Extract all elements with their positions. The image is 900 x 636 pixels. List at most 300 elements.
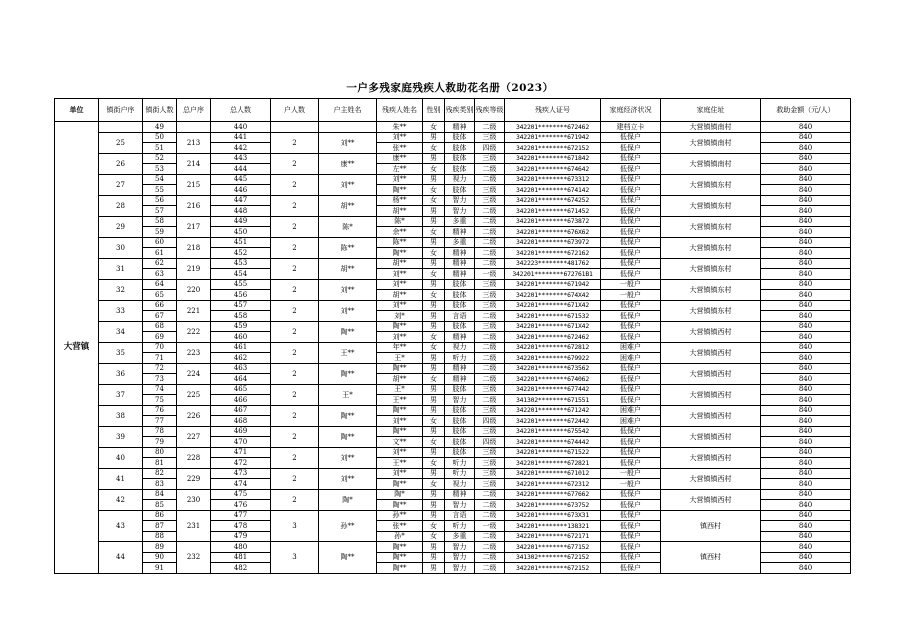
amount-cell: 840 <box>761 122 851 133</box>
economic-status-cell: 困难户 <box>601 416 661 427</box>
name-cell: 王* <box>377 353 423 364</box>
disability-type-cell: 精神 <box>445 363 475 374</box>
amount-cell: 840 <box>761 132 851 143</box>
disability-type-cell: 肢体 <box>445 153 475 164</box>
address-cell: 镇西村 <box>661 542 761 574</box>
id-number-cell: 342201********677442 <box>505 384 601 395</box>
disability-type-cell: 智力 <box>445 195 475 206</box>
disability-type-cell: 精神 <box>445 248 475 259</box>
disability-type-cell: 肢体 <box>445 300 475 311</box>
disability-grade-cell: 三级 <box>475 300 505 311</box>
name-cell: 张** <box>377 143 423 154</box>
economic-status-cell: 低保户 <box>601 164 661 175</box>
name-cell: 陶** <box>377 563 423 574</box>
economic-status-cell: 低保户 <box>601 206 661 217</box>
id-number-cell: 341302********671551 <box>505 395 601 406</box>
economic-status-cell: 低保户 <box>601 332 661 343</box>
total-person-cell: 440 <box>211 122 271 133</box>
economic-status-cell: 低保户 <box>601 437 661 448</box>
person-seq-cell: 57 <box>143 206 177 217</box>
household-seq-cell: 28 <box>99 195 143 216</box>
economic-status-cell: 低保户 <box>601 269 661 280</box>
address-cell: 大营镇镇东村 <box>661 237 761 258</box>
total-person-cell: 471 <box>211 447 271 458</box>
head-name-cell: 刘** <box>319 447 377 468</box>
id-number-cell: 342201********672462 <box>505 122 601 133</box>
name-cell: 刘* <box>377 311 423 322</box>
disability-type-cell: 智力 <box>445 206 475 217</box>
table-row <box>55 122 851 133</box>
amount-cell: 840 <box>761 206 851 217</box>
disability-type-cell: 视力 <box>445 479 475 490</box>
total-person-cell: 466 <box>211 395 271 406</box>
total-person-cell: 477 <box>211 510 271 521</box>
disability-grade-cell: 二级 <box>475 332 505 343</box>
table-row <box>55 468 851 479</box>
person-seq-cell: 70 <box>143 342 177 353</box>
person-seq-cell: 55 <box>143 185 177 196</box>
disability-type-cell: 精神 <box>445 258 475 269</box>
total-person-cell: 459 <box>211 321 271 332</box>
id-number-cell: 342201********677152 <box>505 542 601 553</box>
name-cell: 陶** <box>377 321 423 332</box>
sex-cell: 女 <box>423 458 445 469</box>
sex-cell: 男 <box>423 468 445 479</box>
person-seq-cell: 73 <box>143 374 177 385</box>
person-seq-cell: 54 <box>143 174 177 185</box>
household-size-cell: 2 <box>271 300 319 321</box>
sex-cell: 男 <box>423 321 445 332</box>
amount-cell: 840 <box>761 563 851 574</box>
total-household-cell: 214 <box>177 153 211 174</box>
household-size-cell <box>271 122 319 133</box>
household-seq-cell: 42 <box>99 489 143 510</box>
amount-cell: 840 <box>761 437 851 448</box>
household-size-cell: 2 <box>271 342 319 363</box>
household-size-cell: 2 <box>271 447 319 468</box>
total-household-cell <box>177 122 211 133</box>
id-number-cell: 342201********676X62 <box>505 227 601 238</box>
household-seq-cell: 34 <box>99 321 143 342</box>
total-person-cell: 463 <box>211 363 271 374</box>
disability-grade-cell: 二级 <box>475 311 505 322</box>
household-size-cell: 2 <box>271 489 319 510</box>
total-person-cell: 476 <box>211 500 271 511</box>
table-row <box>55 195 851 206</box>
amount-cell: 840 <box>761 269 851 280</box>
head-name-cell: 陶** <box>319 405 377 426</box>
sex-cell: 女 <box>423 143 445 154</box>
household-size-cell: 2 <box>271 426 319 447</box>
name-cell: 胡** <box>377 206 423 217</box>
disability-grade-cell: 三级 <box>475 405 505 416</box>
household-seq-cell: 30 <box>99 237 143 258</box>
address-cell: 大营镇镇西村 <box>661 426 761 447</box>
disability-grade-cell: 二级 <box>475 552 505 563</box>
sex-cell: 男 <box>423 353 445 364</box>
head-name-cell: 陶* <box>319 489 377 510</box>
total-person-cell: 452 <box>211 248 271 259</box>
id-number-cell: 342201********672761B1 <box>505 269 601 280</box>
id-number-cell: 342201********674X42 <box>505 290 601 301</box>
address-cell: 大营镇镇西村 <box>661 405 761 426</box>
table-row <box>55 300 851 311</box>
table-row <box>55 510 851 521</box>
amount-cell: 840 <box>761 374 851 385</box>
disability-grade-cell: 一级 <box>475 521 505 532</box>
economic-status-cell: 困难户 <box>601 405 661 416</box>
name-cell: 王* <box>377 384 423 395</box>
household-size-cell: 2 <box>271 279 319 300</box>
disability-type-cell: 肢体 <box>445 143 475 154</box>
economic-status-cell: 一般户 <box>601 290 661 301</box>
total-household-cell: 229 <box>177 468 211 489</box>
economic-status-cell: 低保户 <box>601 374 661 385</box>
disability-grade-cell: 二级 <box>475 563 505 574</box>
amount-cell: 840 <box>761 426 851 437</box>
household-seq-cell: 32 <box>99 279 143 300</box>
id-number-cell: 342201********673972 <box>505 237 601 248</box>
disability-grade-cell: 二级 <box>475 500 505 511</box>
name-cell: 陶** <box>377 552 423 563</box>
table-row <box>55 321 851 332</box>
sex-cell: 女 <box>423 227 445 238</box>
id-number-cell: 342201********672152 <box>505 563 601 574</box>
total-person-cell: 481 <box>211 552 271 563</box>
sex-cell: 男 <box>423 363 445 374</box>
unit-cell: 大营镇 <box>55 122 99 574</box>
sex-cell: 女 <box>423 290 445 301</box>
household-seq-cell: 25 <box>99 132 143 153</box>
column-header: 残疾人证号 <box>505 99 601 122</box>
disability-grade-cell: 二级 <box>475 237 505 248</box>
total-person-cell: 446 <box>211 185 271 196</box>
total-person-cell: 455 <box>211 279 271 290</box>
sex-cell: 男 <box>423 174 445 185</box>
sex-cell: 女 <box>423 479 445 490</box>
name-cell: 年** <box>377 342 423 353</box>
table-row <box>55 279 851 290</box>
head-name-cell: 陈** <box>319 237 377 258</box>
total-person-cell: 470 <box>211 437 271 448</box>
economic-status-cell: 低保户 <box>601 311 661 322</box>
id-number-cell: 342201********672812 <box>505 342 601 353</box>
sex-cell: 男 <box>423 153 445 164</box>
person-seq-cell: 62 <box>143 258 177 269</box>
id-number-cell: 342201********672171 <box>505 531 601 542</box>
id-number-cell: 342201********671942 <box>505 279 601 290</box>
disability-type-cell: 肢体 <box>445 405 475 416</box>
household-seq-cell: 44 <box>99 542 143 574</box>
column-header: 性别 <box>423 99 445 122</box>
table-row <box>55 132 851 143</box>
id-number-cell: 342201********671532 <box>505 311 601 322</box>
table-row <box>55 405 851 416</box>
disability-grade-cell: 二级 <box>475 122 505 133</box>
disability-grade-cell: 二级 <box>475 248 505 259</box>
head-name-cell: 陶** <box>319 321 377 342</box>
name-cell: 胡** <box>377 374 423 385</box>
table-row <box>55 447 851 458</box>
economic-status-cell: 一般户 <box>601 468 661 479</box>
person-seq-cell: 67 <box>143 311 177 322</box>
id-number-cell: 342201********673872 <box>505 216 601 227</box>
amount-cell: 840 <box>761 290 851 301</box>
id-number-cell: 342201********672312 <box>505 479 601 490</box>
total-person-cell: 474 <box>211 479 271 490</box>
sex-cell: 男 <box>423 384 445 395</box>
total-person-cell: 461 <box>211 342 271 353</box>
address-cell: 大营镇镇东村 <box>661 195 761 216</box>
name-cell: 胡** <box>377 258 423 269</box>
name-cell: 刘** <box>377 174 423 185</box>
id-number-cell: 342201********674642 <box>505 164 601 175</box>
id-number-cell: 342201********672442 <box>505 416 601 427</box>
total-household-cell: 215 <box>177 174 211 195</box>
person-seq-cell: 56 <box>143 195 177 206</box>
total-person-cell: 473 <box>211 468 271 479</box>
disability-grade-cell: 二级 <box>475 510 505 521</box>
economic-status-cell: 低保户 <box>601 258 661 269</box>
address-cell: 大营镇镇南村 <box>661 153 761 174</box>
id-number-cell: 342201********671452 <box>505 206 601 217</box>
id-number-cell: 342201********671242 <box>505 405 601 416</box>
disability-grade-cell: 三级 <box>475 479 505 490</box>
name-cell: 刘** <box>377 269 423 280</box>
header-row <box>55 99 851 122</box>
household-seq-cell: 33 <box>99 300 143 321</box>
total-household-cell: 219 <box>177 258 211 279</box>
economic-status-cell: 低保户 <box>601 384 661 395</box>
name-cell: 陶* <box>377 489 423 500</box>
household-size-cell: 3 <box>271 510 319 542</box>
economic-status-cell: 困难户 <box>601 342 661 353</box>
total-person-cell: 456 <box>211 290 271 301</box>
household-seq-cell <box>99 122 143 133</box>
person-seq-cell: 80 <box>143 447 177 458</box>
name-cell: 陈** <box>377 237 423 248</box>
person-seq-cell: 71 <box>143 353 177 364</box>
total-person-cell: 448 <box>211 206 271 217</box>
person-seq-cell: 82 <box>143 468 177 479</box>
total-person-cell: 478 <box>211 521 271 532</box>
disability-type-cell: 智力 <box>445 552 475 563</box>
address-cell: 大营镇镇南村 <box>661 122 761 133</box>
person-seq-cell: 58 <box>143 216 177 227</box>
economic-status-cell: 低保户 <box>601 395 661 406</box>
disability-type-cell: 听力 <box>445 353 475 364</box>
person-seq-cell: 88 <box>143 531 177 542</box>
amount-cell: 840 <box>761 195 851 206</box>
person-seq-cell: 65 <box>143 290 177 301</box>
economic-status-cell: 低保户 <box>601 216 661 227</box>
economic-status-cell: 低保户 <box>601 447 661 458</box>
person-seq-cell: 61 <box>143 248 177 259</box>
name-cell: 陶** <box>377 500 423 511</box>
amount-cell: 840 <box>761 542 851 553</box>
name-cell: 陶** <box>377 185 423 196</box>
total-person-cell: 479 <box>211 531 271 542</box>
household-seq-cell: 36 <box>99 363 143 384</box>
sex-cell: 男 <box>423 563 445 574</box>
column-header: 户人数 <box>271 99 319 122</box>
disability-grade-cell: 一级 <box>475 269 505 280</box>
column-header: 家庭经济状况 <box>601 99 661 122</box>
disability-type-cell: 肢体 <box>445 384 475 395</box>
id-number-cell: 342201********677662 <box>505 489 601 500</box>
disability-grade-cell: 三级 <box>475 132 505 143</box>
household-size-cell: 2 <box>271 321 319 342</box>
head-name-cell: 陶** <box>319 542 377 574</box>
disability-grade-cell: 二级 <box>475 216 505 227</box>
id-number-cell: 342201********673752 <box>505 500 601 511</box>
address-cell: 大营镇镇西村 <box>661 468 761 489</box>
page-title: 一户多残家庭残疾人救助花名册（2023） <box>346 82 554 94</box>
amount-cell: 840 <box>761 174 851 185</box>
amount-cell: 840 <box>761 164 851 175</box>
name-cell: 刘** <box>377 416 423 427</box>
amount-cell: 840 <box>761 447 851 458</box>
person-seq-cell: 89 <box>143 542 177 553</box>
disability-type-cell: 精神 <box>445 489 475 500</box>
address-cell: 大营镇镇东村 <box>661 216 761 237</box>
total-person-cell: 443 <box>211 153 271 164</box>
disability-grade-cell: 三级 <box>475 384 505 395</box>
sex-cell: 男 <box>423 206 445 217</box>
head-name-cell: 刘** <box>319 468 377 489</box>
household-seq-cell: 31 <box>99 258 143 279</box>
name-cell: 余** <box>377 227 423 238</box>
disability-grade-cell: 三级 <box>475 468 505 479</box>
disability-type-cell: 肢体 <box>445 437 475 448</box>
person-seq-cell: 78 <box>143 426 177 437</box>
disability-type-cell: 精神 <box>445 122 475 133</box>
disability-type-cell: 精神 <box>445 374 475 385</box>
total-person-cell: 442 <box>211 143 271 154</box>
sex-cell: 女 <box>423 185 445 196</box>
id-number-cell: 342201********671842 <box>505 153 601 164</box>
economic-status-cell: 低保户 <box>601 185 661 196</box>
table-row <box>55 489 851 500</box>
head-name-cell: 陶** <box>319 426 377 447</box>
economic-status-cell: 低保户 <box>601 153 661 164</box>
amount-cell: 840 <box>761 332 851 343</box>
disability-grade-cell: 三级 <box>475 290 505 301</box>
household-seq-cell: 35 <box>99 342 143 363</box>
disability-type-cell: 言语 <box>445 510 475 521</box>
sex-cell: 男 <box>423 395 445 406</box>
sex-cell: 男 <box>423 542 445 553</box>
column-header: 家庭住址 <box>661 99 761 122</box>
roster-table <box>54 98 851 574</box>
total-household-cell: 228 <box>177 447 211 468</box>
table-row <box>55 342 851 353</box>
name-cell: 孙** <box>377 510 423 521</box>
id-number-cell: 342201********671X42 <box>505 300 601 311</box>
address-cell: 大营镇镇西村 <box>661 384 761 405</box>
disability-type-cell: 言语 <box>445 311 475 322</box>
address-cell: 大营镇镇东村 <box>661 279 761 300</box>
amount-cell: 840 <box>761 552 851 563</box>
total-household-cell: 232 <box>177 542 211 574</box>
person-seq-cell: 52 <box>143 153 177 164</box>
column-header: 镇街户序 <box>99 99 143 122</box>
person-seq-cell: 87 <box>143 521 177 532</box>
household-size-cell: 2 <box>271 174 319 195</box>
disability-grade-cell: 二级 <box>475 164 505 175</box>
household-size-cell: 2 <box>271 405 319 426</box>
disability-type-cell: 精神 <box>445 227 475 238</box>
sex-cell: 男 <box>423 500 445 511</box>
person-seq-cell: 86 <box>143 510 177 521</box>
amount-cell: 840 <box>761 458 851 469</box>
disability-type-cell: 多重 <box>445 531 475 542</box>
amount-cell: 840 <box>761 279 851 290</box>
id-number-cell: 342201********675542 <box>505 426 601 437</box>
sex-cell: 女 <box>423 531 445 542</box>
id-number-cell: 342201********673562 <box>505 363 601 374</box>
amount-cell: 840 <box>761 521 851 532</box>
sex-cell: 男 <box>423 447 445 458</box>
household-seq-cell: 41 <box>99 468 143 489</box>
household-size-cell: 2 <box>271 153 319 174</box>
sex-cell: 男 <box>423 216 445 227</box>
total-person-cell: 468 <box>211 416 271 427</box>
disability-grade-cell: 二级 <box>475 542 505 553</box>
name-cell: 陶** <box>377 363 423 374</box>
total-person-cell: 472 <box>211 458 271 469</box>
disability-grade-cell: 二级 <box>475 258 505 269</box>
sex-cell: 女 <box>423 122 445 133</box>
address-cell: 大营镇镇东村 <box>661 258 761 279</box>
name-cell: 康** <box>377 153 423 164</box>
name-cell: 陶** <box>377 248 423 259</box>
amount-cell: 840 <box>761 416 851 427</box>
sex-cell: 女 <box>423 374 445 385</box>
name-cell: 胡** <box>377 290 423 301</box>
total-person-cell: 460 <box>211 332 271 343</box>
total-person-cell: 447 <box>211 195 271 206</box>
disability-type-cell: 肢体 <box>445 321 475 332</box>
person-seq-cell: 83 <box>143 479 177 490</box>
total-person-cell: 451 <box>211 237 271 248</box>
amount-cell: 840 <box>761 468 851 479</box>
total-household-cell: 225 <box>177 384 211 405</box>
amount-cell: 840 <box>761 321 851 332</box>
total-person-cell: 444 <box>211 164 271 175</box>
table-row <box>55 363 851 374</box>
disability-grade-cell: 二级 <box>475 395 505 406</box>
head-name-cell: 陈* <box>319 216 377 237</box>
person-seq-cell: 64 <box>143 279 177 290</box>
economic-status-cell: 低保户 <box>601 321 661 332</box>
economic-status-cell: 一般户 <box>601 479 661 490</box>
person-seq-cell: 74 <box>143 384 177 395</box>
address-cell: 大营镇镇西村 <box>661 447 761 468</box>
table-row <box>55 174 851 185</box>
person-seq-cell: 68 <box>143 321 177 332</box>
economic-status-cell: 低保户 <box>601 510 661 521</box>
disability-grade-cell: 三级 <box>475 426 505 437</box>
head-name-cell: 康** <box>319 153 377 174</box>
address-cell: 大营镇镇西村 <box>661 489 761 510</box>
person-seq-cell: 66 <box>143 300 177 311</box>
economic-status-cell: 建档立卡 <box>601 122 661 133</box>
id-number-cell: 342201********671012 <box>505 468 601 479</box>
person-seq-cell: 81 <box>143 458 177 469</box>
economic-status-cell: 低保户 <box>601 542 661 553</box>
address-cell: 镇西村 <box>661 510 761 542</box>
